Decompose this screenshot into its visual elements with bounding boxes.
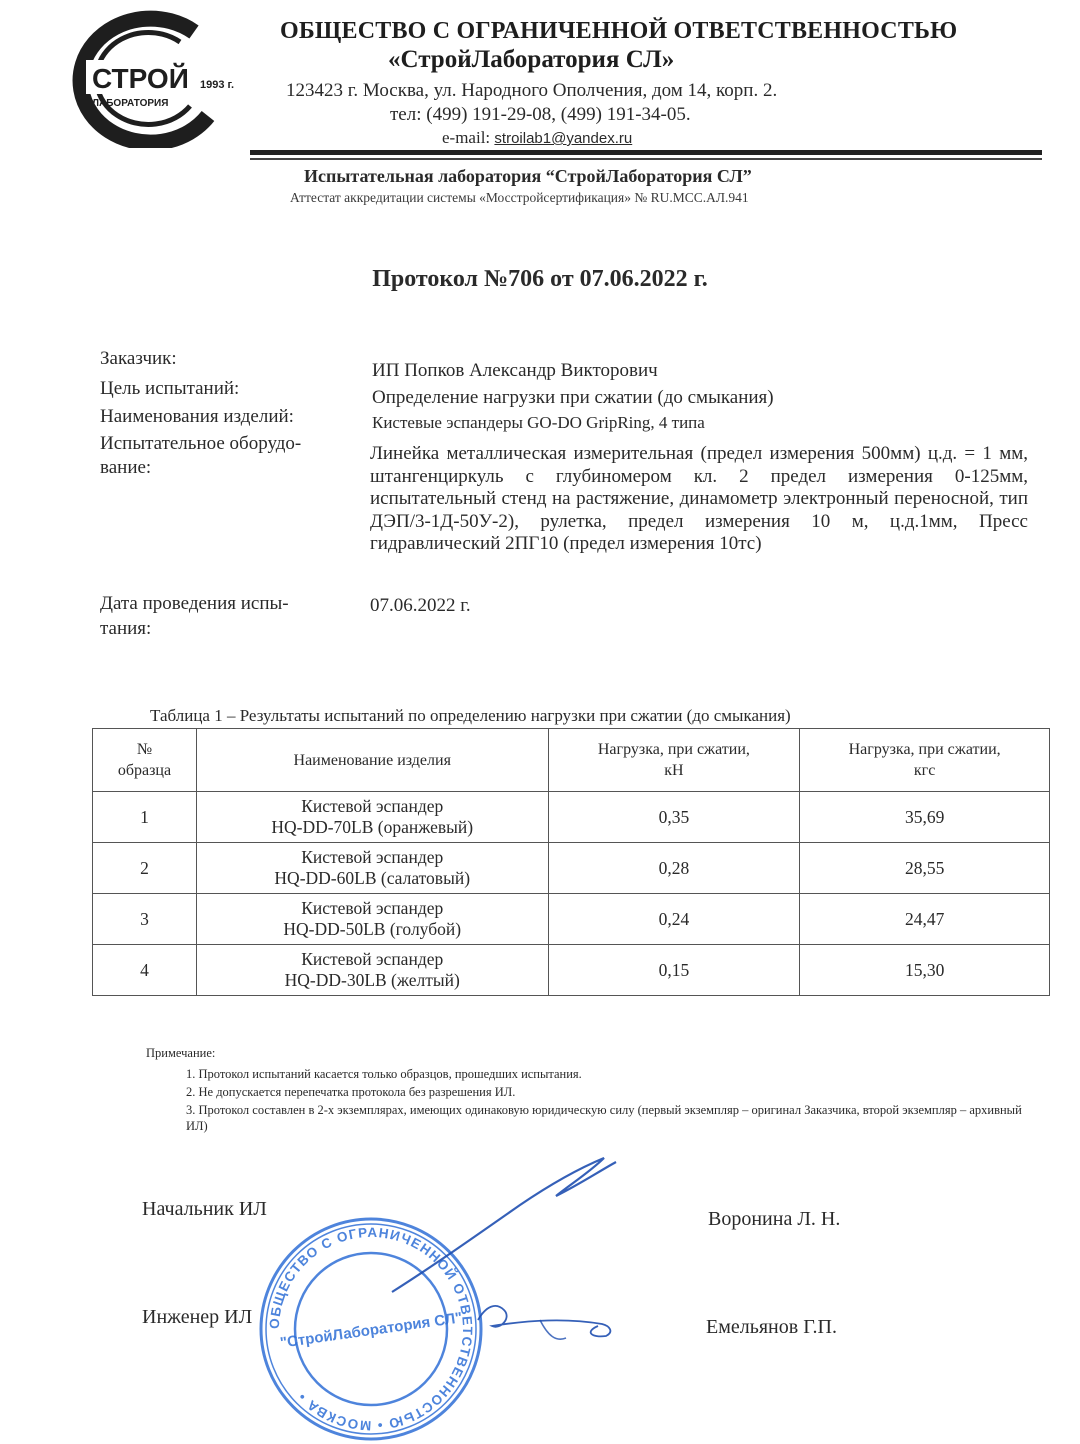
customer-value: ИП Попков Александр Викторович xyxy=(372,360,658,381)
cell-load-kgs: 15,30 xyxy=(800,945,1050,996)
cell-load-kgs: 28,55 xyxy=(800,843,1050,894)
cell-product-name: Кистевой эспандер HQ-DD-30LB (желтый) xyxy=(196,945,548,996)
org-phones: тел: (499) 191-29-08, (499) 191-34-05. xyxy=(390,104,691,125)
logo-text-lab: ЛАБОРАТОРИЯ xyxy=(92,98,169,109)
equipment-value: Линейка металлическая измерительная (предел измерения 500мм) ц.д. = 1 мм, штангенциркуль с глубиномером кл. 2 предел измерения 0-125мм, испытательный стенд на растяжение, динамометр электронный переносной, тип ДЭП/3-1Д-50У-2), рулетка, предел измерения 10 м, ц.д.1мм, Пресс гидравлический 2ПГ10 (предел измерения 10тс) xyxy=(370,443,1028,554)
date-label-2: тания: xyxy=(100,618,152,639)
accreditation-text: Аттестат аккредитации системы «Мосстройсертификация» № RU.MCC.АЛ.941 xyxy=(290,190,749,205)
note-item-1: 1. Протокол испытаний касается только образцов, прошедших испытания. xyxy=(186,1067,582,1081)
cell-load-kn: 0,24 xyxy=(548,894,800,945)
cell-load-kn: 0,28 xyxy=(548,843,800,894)
products-value: Кистевые эспандеры GO-DO GripRing, 4 типа xyxy=(372,413,705,432)
header-load-kn: Нагрузка, при сжатии, кН xyxy=(548,729,800,792)
head-title: Начальник ИЛ xyxy=(142,1198,267,1220)
cell-sample-number: 1 xyxy=(93,792,197,843)
cell-load-kgs: 35,69 xyxy=(800,792,1050,843)
company-logo xyxy=(44,8,254,148)
engineer-name: Емельянов Г.П. xyxy=(706,1316,837,1338)
head-name: Воронина Л. Н. xyxy=(708,1208,841,1230)
note-item-2: 2. Не допускается перепечатка протокола без разрешения ИЛ. xyxy=(186,1085,516,1099)
equipment-label-1: Испытательное оборудо- xyxy=(100,433,302,454)
table-row xyxy=(93,894,1050,945)
header-product-name: Наименование изделия xyxy=(196,729,548,792)
cell-load-kn: 0,15 xyxy=(548,945,800,996)
cell-load-kgs: 24,47 xyxy=(800,894,1050,945)
header-sample-number: № образца xyxy=(93,729,197,792)
cell-sample-number: 3 xyxy=(93,894,197,945)
lab-name: Испытательная лаборатория “СтройЛаборатория СЛ” xyxy=(304,166,752,186)
products-label: Наименования изделий: xyxy=(100,406,294,427)
equipment-label-2: вание: xyxy=(100,457,152,478)
logo-year: 1993 г. xyxy=(200,79,235,91)
date-value: 07.06.2022 г. xyxy=(370,595,471,616)
notes-heading: Примечание: xyxy=(146,1046,216,1060)
logo-text-stroy: СТРОЙ xyxy=(92,63,189,94)
stamp-center-text: "СтройЛаборатория СЛ" xyxy=(279,1309,464,1352)
cell-sample-number: 2 xyxy=(93,843,197,894)
cell-product-name: Кистевой эспандер HQ-DD-50LB (голубой) xyxy=(196,894,548,945)
table-caption: Таблица 1 – Результаты испытаний по определению нагрузки при сжатии (до смыкания) xyxy=(150,706,791,725)
protocol-title: Протокол №706 от 07.06.2022 г. xyxy=(372,266,708,292)
note-item-3: 3. Протокол составлен в 2-х экземплярах, имеющих одинаковую юридическую силу (первый экземпляр – оригинал Заказчика, второй экземпляр – архивный ИЛ) xyxy=(186,1103,1022,1133)
cell-load-kn: 0,35 xyxy=(548,792,800,843)
org-name-line2: «СтройЛаборатория СЛ» xyxy=(388,46,675,73)
stamp-ring-text: ОБЩЕСТВО С ОГРАНИЧЕННОЙ ОТВЕТСТВЕННОСТЬЮ • МОСКВА • xyxy=(266,1224,476,1434)
header-divider-thin xyxy=(250,158,1042,160)
table-header-row xyxy=(93,729,1050,792)
purpose-label: Цель испытаний: xyxy=(100,378,240,399)
cell-product-name: Кистевой эспандер HQ-DD-60LB (салатовый) xyxy=(196,843,548,894)
engineer-title: Инженер ИЛ xyxy=(142,1306,253,1328)
cell-product-name: Кистевой эспандер HQ-DD-70LB (оранжевый) xyxy=(196,792,548,843)
org-email-line xyxy=(442,128,632,148)
email-label: e-mail: xyxy=(442,128,495,147)
email-link[interactable]: stroilab1@yandex.ru xyxy=(494,130,633,147)
purpose-value: Определение нагрузки при сжатии (до смыкания) xyxy=(372,387,774,408)
table-row xyxy=(93,945,1050,996)
org-address: 123423 г. Москва, ул. Народного Ополчения, дом 14, корп. 2. xyxy=(286,80,778,101)
date-label-1: Дата проведения испы- xyxy=(100,593,289,614)
table-row xyxy=(93,792,1050,843)
header-load-kgs: Нагрузка, при сжатии, кгс xyxy=(800,729,1050,792)
table-row xyxy=(93,843,1050,894)
header-divider-thick xyxy=(250,150,1042,155)
company-stamp xyxy=(256,1214,486,1444)
results-table xyxy=(92,728,1050,996)
cell-sample-number: 4 xyxy=(93,945,197,996)
customer-label: Заказчик: xyxy=(100,348,177,369)
org-name-line1: ОБЩЕСТВО С ОГРАНИЧЕННОЙ ОТВЕТСТВЕННОСТЬЮ xyxy=(280,18,958,44)
